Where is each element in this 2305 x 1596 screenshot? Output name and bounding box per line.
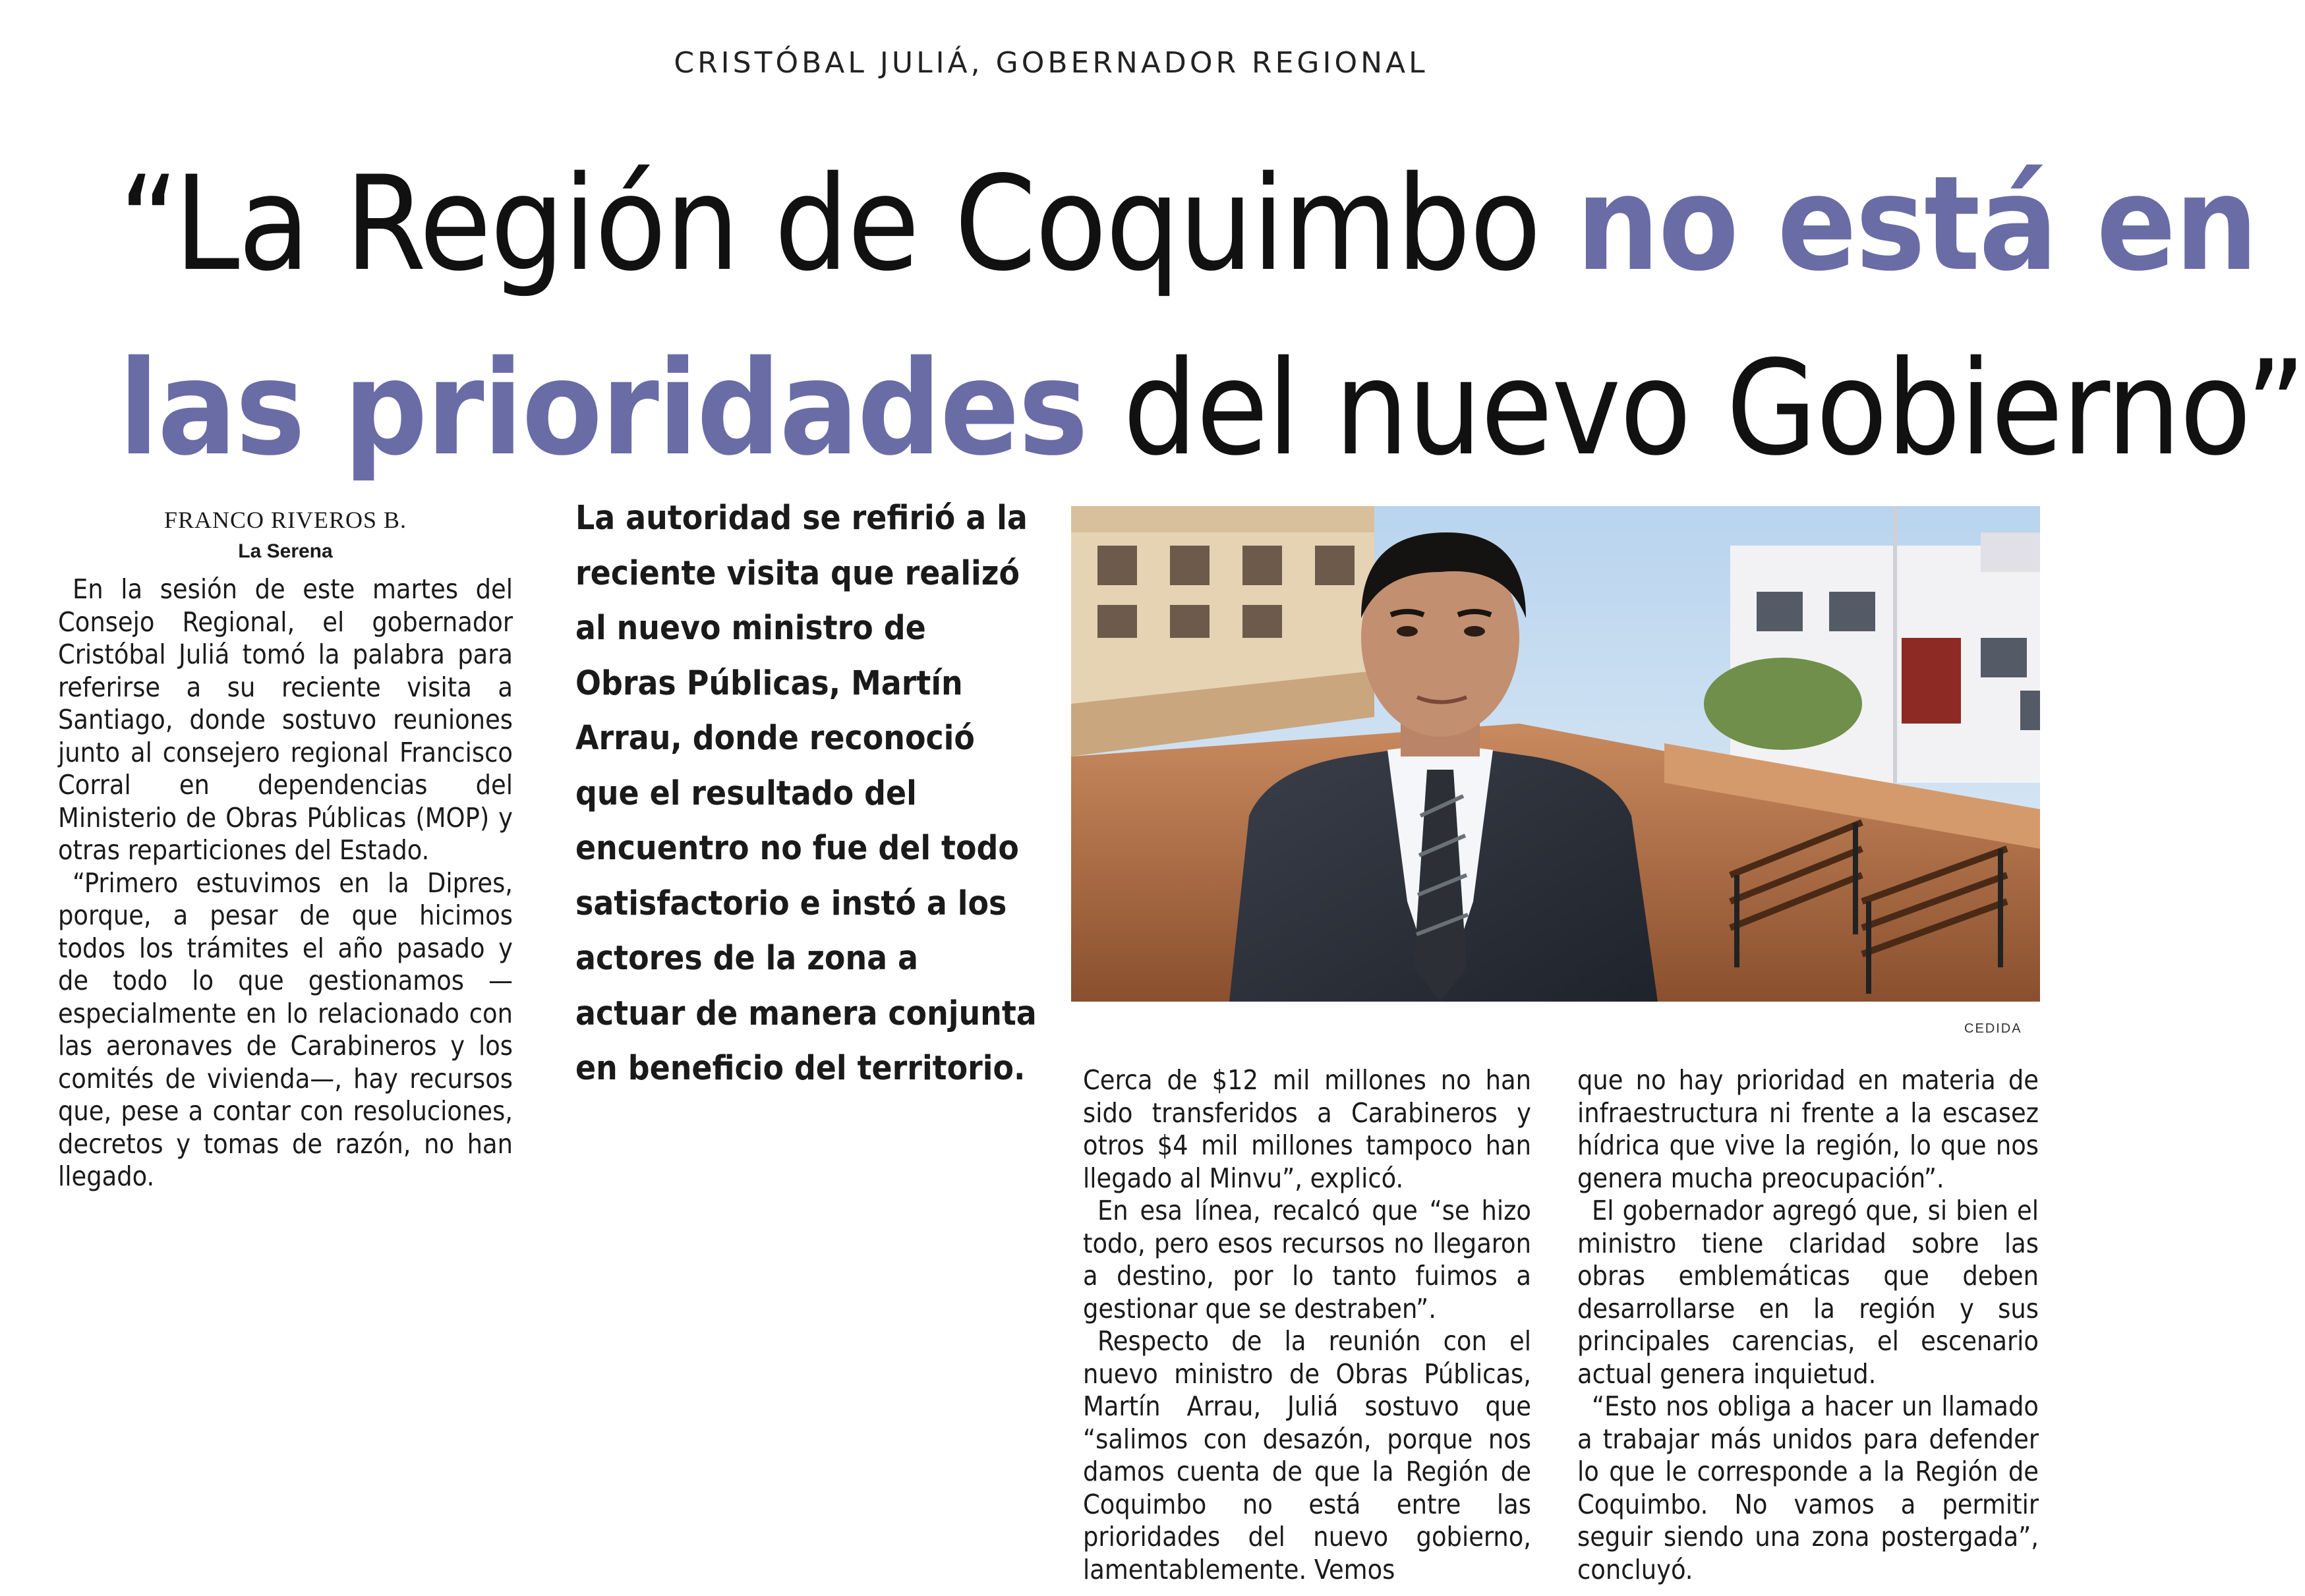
governor-photo: [1071, 506, 2040, 1002]
body-paragraph: que no hay prioridad en materia de infraestructura ni frente a la escasez hídrica que vive la región, lo que nos genera mucha preocupación”.: [1577, 1064, 2039, 1194]
headline-line1-normal: “La Región de Coquimbo: [119, 148, 1576, 300]
headline-line1-highlight: no está en: [1576, 148, 2258, 300]
body-paragraph: El gobernador agregó que, si bien el ministro tiene claridad sobre las obras emblemáticas que deben desarrollarse en la región y sus principales carencias, el escenario actual genera inquietud.: [1577, 1195, 2039, 1390]
author-byline: FRANCO RIVEROS B.: [163, 507, 407, 533]
article-kicker: CRISTÓBAL JULIÁ, GOBERNADOR REGIONAL: [674, 46, 1428, 80]
body-paragraph: Cerca de $12 mil millones no han sido transferidos a Carabineros y otros $4 mil millones tampoco han llegado al Minvu”, explicó.: [1083, 1064, 1531, 1194]
photo-credit: CEDIDA: [1964, 1021, 2022, 1036]
body-paragraph: Respecto de la reunión con el nuevo ministro de Obras Públicas, Martín Arrau, Juliá sostuvo que “salimos con desazón, porque nos damos cuenta de que la Región de Coquimbo no está entre las prioridades del nuevo gobierno, lamentablemente. Vemos: [1083, 1325, 1531, 1585]
body-paragraph: “Primero estuvimos en la Dipres, porque, a pesar de que hicimos todos los trámites el año pasado y de todo lo que gestionamos —especialmente en lo relacionado con las aeronaves de Carabineros y los comités de vivienda—, hay recursos que, pese a contar con resoluciones, decretos y tomas de razón, no han llegado.: [58, 867, 513, 1192]
lead-paragraph: La autoridad se refirió a la reciente visita que realizó al nuevo ministro de Obras Públicas, Martín Arrau, donde reconoció que el resultado del encuentro no fue del todo satisfactorio e instó a los actores de la zona a actuar de manera conjunta en beneficio del territorio.: [575, 499, 1037, 1088]
dateline-location: La Serena: [238, 540, 333, 562]
body-column-4: [1577, 1064, 2039, 1586]
body-column-1: [58, 573, 513, 1193]
body-paragraph: En esa línea, recalcó que “se hizo todo, pero esos recursos no llegaron a destino, por lo tanto fuimos a gestionar que se destraben”.: [1083, 1195, 1531, 1325]
body-paragraph: “Esto nos obliga a hacer un llamado a trabajar más unidos para defender lo que le corresponde a la Región de Coquimbo. No vamos a permitir seguir siendo una zona postergada”, concluyó.: [1577, 1390, 2039, 1585]
body-column-3: [1083, 1064, 1531, 1586]
body-paragraph: En la sesión de este martes del Consejo Regional, el gobernador Cristóbal Juliá tomó la palabra para referirse a su reciente visita a Santiago, donde sostuvo reuniones junto al consejero regional Francisco Corral en dependencias del Ministerio de Obras Públicas (MOP) y otras reparticiones del Estado.: [58, 573, 513, 866]
headline-line2-normal: del nuevo Gobierno”: [1087, 332, 2305, 484]
article-headline: [119, 132, 2305, 501]
headline-line2-highlight: las prioridades: [119, 332, 1088, 484]
